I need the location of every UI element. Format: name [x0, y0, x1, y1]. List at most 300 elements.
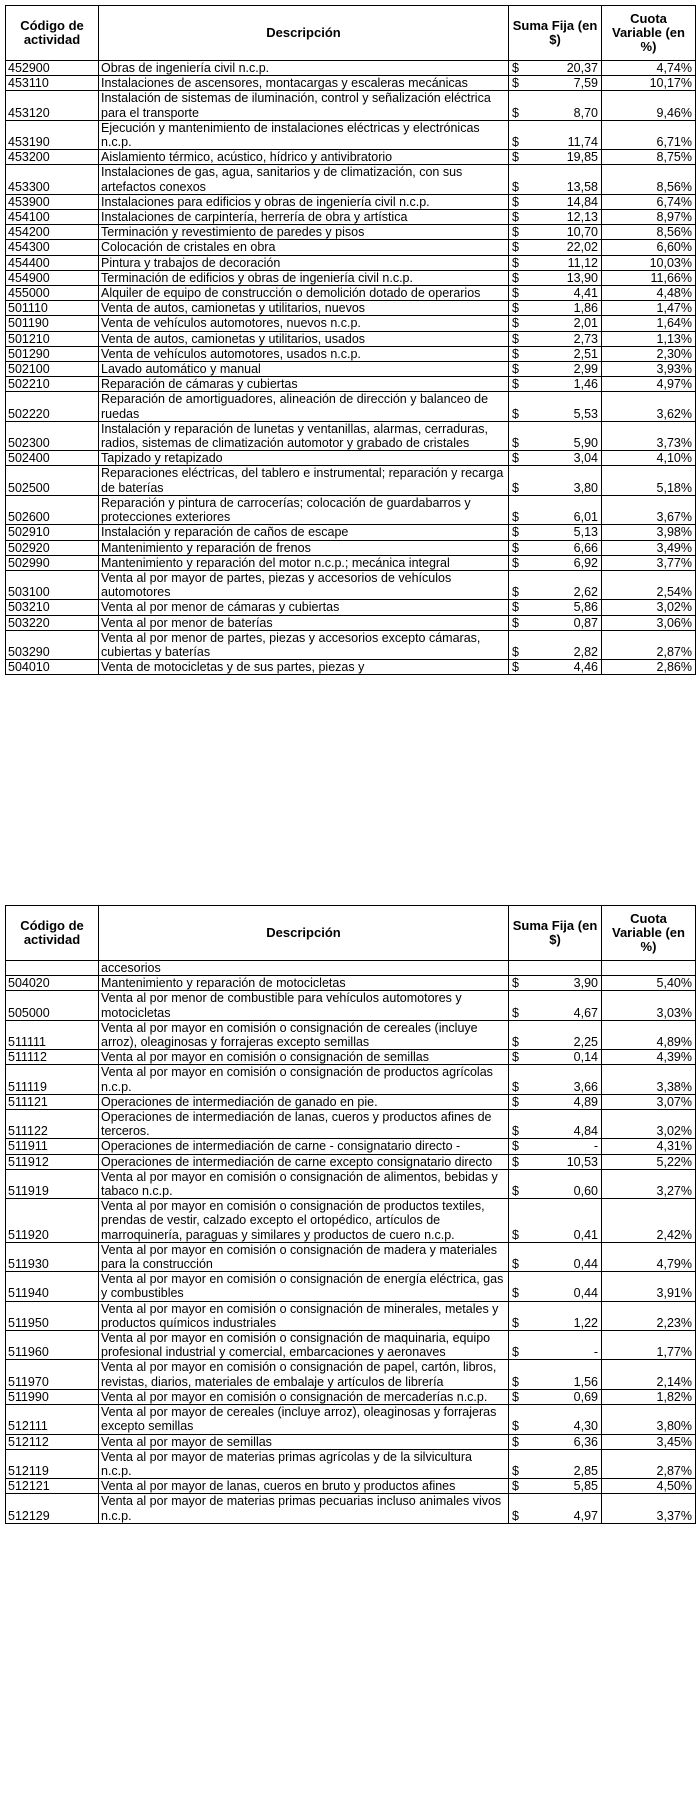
- currency-symbol: $: [512, 1079, 519, 1094]
- fixed-amount-cell: [509, 286, 602, 301]
- variable-rate: 10,03%: [602, 255, 696, 270]
- fixed-amount-cell: [509, 120, 602, 149]
- currency-symbol: $: [512, 1154, 519, 1169]
- activity-code: 511950: [6, 1301, 99, 1330]
- variable-rate: 11,66%: [602, 270, 696, 285]
- fixed-amount: 8,70: [573, 105, 598, 120]
- table-row: [6, 91, 696, 120]
- fixed-amount: 2,82: [573, 644, 598, 659]
- currency-symbol: $: [512, 150, 519, 165]
- currency-symbol: $: [512, 105, 519, 120]
- tariff-table: [5, 5, 696, 675]
- activity-description: Terminación de edificios y obras de ingeniería civil n.c.p.: [99, 270, 509, 285]
- header-description: Descripción: [99, 6, 509, 61]
- fixed-amount: 6,92: [573, 555, 598, 570]
- table-row: [6, 630, 696, 659]
- variable-rate: 5,22%: [602, 1154, 696, 1169]
- activity-description: Ejecución y mantenimiento de instalaciones eléctricas y electrónicas n.c.p.: [99, 120, 509, 149]
- currency-symbol: $: [512, 377, 519, 392]
- fixed-amount-cell: [509, 1242, 602, 1271]
- currency-symbol: $: [512, 585, 519, 600]
- fixed-amount: 5,86: [573, 600, 598, 615]
- table-header-row: [6, 906, 696, 961]
- currency-symbol: $: [512, 540, 519, 555]
- currency-symbol: $: [512, 210, 519, 225]
- table-row: [6, 1494, 696, 1523]
- table-row: [6, 615, 696, 630]
- activity-code: 504020: [6, 976, 99, 991]
- activity-code: 454300: [6, 240, 99, 255]
- fixed-amount: 5,53: [573, 406, 598, 421]
- variable-rate: [602, 961, 696, 976]
- fixed-amount: 0,44: [573, 1257, 598, 1272]
- variable-rate: 2,87%: [602, 630, 696, 659]
- table-row: [6, 600, 696, 615]
- currency-symbol: $: [512, 525, 519, 540]
- activity-description: Lavado automático y manual: [99, 362, 509, 377]
- activity-code: 512119: [6, 1449, 99, 1478]
- table-row: [6, 165, 696, 194]
- fixed-amount-cell: [509, 540, 602, 555]
- fixed-amount-cell: [509, 1020, 602, 1049]
- variable-rate: 8,56%: [602, 225, 696, 240]
- activity-description: accesorios: [99, 961, 509, 976]
- currency-symbol: $: [512, 1419, 519, 1434]
- variable-rate: 5,18%: [602, 466, 696, 495]
- fixed-amount-cell: [509, 1199, 602, 1243]
- currency-symbol: $: [512, 346, 519, 361]
- activity-code: 511919: [6, 1169, 99, 1198]
- activity-description: Reparación de cámaras y cubiertas: [99, 377, 509, 392]
- activity-code: 511112: [6, 1050, 99, 1065]
- variable-rate: 2,14%: [602, 1360, 696, 1389]
- currency-symbol: $: [512, 555, 519, 570]
- activity-code: 501110: [6, 301, 99, 316]
- table-row: [6, 331, 696, 346]
- fixed-amount-cell: [509, 1094, 602, 1109]
- table-row: [6, 991, 696, 1020]
- fixed-amount-cell: [509, 1449, 602, 1478]
- variable-rate: 3,77%: [602, 555, 696, 570]
- table-row: [6, 120, 696, 149]
- activity-description: Mantenimiento y reparación del motor n.c.p.; mecánica integral: [99, 555, 509, 570]
- fixed-amount-cell: [509, 165, 602, 194]
- table-row: [6, 377, 696, 392]
- variable-rate: 3,02%: [602, 600, 696, 615]
- fixed-amount-cell: [509, 991, 602, 1020]
- activity-description: Instalaciones de gas, agua, sanitarios y de climatización, con sus artefactos conexos: [99, 165, 509, 194]
- fixed-amount-cell: [509, 1301, 602, 1330]
- activity-code: 511911: [6, 1139, 99, 1154]
- fixed-amount-cell: [509, 555, 602, 570]
- fixed-amount-cell: [509, 1494, 602, 1523]
- fixed-amount: 5,13: [573, 525, 598, 540]
- header-variable-rate: Cuota Variable (en %): [602, 906, 696, 961]
- activity-description: Colocación de cristales en obra: [99, 240, 509, 255]
- fixed-amount: 6,01: [573, 510, 598, 525]
- activity-description: Venta al por mayor en comisión o consignación de productos agrícolas n.c.p.: [99, 1065, 509, 1094]
- activity-code: 502100: [6, 362, 99, 377]
- fixed-amount: 3,90: [573, 976, 598, 991]
- fixed-amount-cell: [509, 61, 602, 76]
- table-row: [6, 1434, 696, 1449]
- fixed-amount-cell: [509, 630, 602, 659]
- fixed-amount: 4,41: [573, 286, 598, 301]
- header-code: Código de actividad: [6, 6, 99, 61]
- fixed-amount: 0,60: [573, 1184, 598, 1199]
- activity-code: 502920: [6, 540, 99, 555]
- fixed-amount-cell: [509, 240, 602, 255]
- fixed-amount-cell: [509, 331, 602, 346]
- variable-rate: 9,46%: [602, 91, 696, 120]
- variable-rate: 3,37%: [602, 1494, 696, 1523]
- currency-symbol: $: [512, 331, 519, 346]
- fixed-amount: 4,46: [573, 660, 598, 675]
- activity-description: Venta al por menor de partes, piezas y accesorios excepto cámaras, cubiertas y baterías: [99, 630, 509, 659]
- activity-description: Venta al por mayor de cereales (incluye arroz), oleaginosas y forrajeras excepto semillas: [99, 1405, 509, 1434]
- fixed-amount-cell: [509, 194, 602, 209]
- activity-description: Instalaciones para edificios y obras de ingeniería civil n.c.p.: [99, 194, 509, 209]
- fixed-amount-cell: [509, 76, 602, 91]
- fixed-amount: 13,58: [566, 179, 598, 194]
- table-row: [6, 1360, 696, 1389]
- activity-code: 502600: [6, 495, 99, 524]
- fixed-amount-cell: [509, 1139, 602, 1154]
- activity-description: Venta al por mayor en comisión o consignación de semillas: [99, 1050, 509, 1065]
- fixed-amount-cell: [509, 255, 602, 270]
- table-row: [6, 1020, 696, 1049]
- tariff-table-page-2: [5, 905, 695, 1524]
- activity-code: 512121: [6, 1479, 99, 1494]
- activity-description: Instalaciones de carpintería, herrería de obra y artística: [99, 210, 509, 225]
- activity-description: Obras de ingeniería civil n.c.p.: [99, 61, 509, 76]
- table-row: [6, 570, 696, 599]
- fixed-amount-cell: [509, 1110, 602, 1139]
- fixed-amount: 5,85: [573, 1479, 598, 1494]
- activity-code: 454100: [6, 210, 99, 225]
- header-description: Descripción: [99, 906, 509, 961]
- currency-symbol: $: [512, 1050, 519, 1065]
- activity-description: Instalación y reparación de caños de escape: [99, 525, 509, 540]
- currency-symbol: $: [512, 1315, 519, 1330]
- variable-rate: 3,80%: [602, 1405, 696, 1434]
- table-row: [6, 1094, 696, 1109]
- fixed-amount-cell: [509, 362, 602, 377]
- fixed-amount: 1,56: [573, 1374, 598, 1389]
- activity-description: Venta al por mayor de semillas: [99, 1434, 509, 1449]
- table-row: [6, 1050, 696, 1065]
- currency-symbol: $: [512, 316, 519, 331]
- currency-symbol: $: [512, 480, 519, 495]
- activity-code: 511970: [6, 1360, 99, 1389]
- variable-rate: 1,64%: [602, 316, 696, 331]
- fixed-amount: 1,86: [573, 301, 598, 316]
- activity-code: 503210: [6, 600, 99, 615]
- fixed-amount-cell: [509, 91, 602, 120]
- header-fixed-amount: Suma Fija (en $): [509, 906, 602, 961]
- fixed-amount: 0,69: [573, 1389, 598, 1404]
- fixed-amount: -: [593, 1345, 598, 1360]
- currency-symbol: $: [512, 1035, 519, 1050]
- activity-description: Venta al por mayor en comisión o consignación de madera y materiales para la construcción: [99, 1242, 509, 1271]
- fixed-amount: 4,67: [573, 1005, 598, 1020]
- table-row: [6, 1242, 696, 1271]
- fixed-amount-cell: [509, 1050, 602, 1065]
- table-row: [6, 362, 696, 377]
- activity-code: 502210: [6, 377, 99, 392]
- currency-symbol: $: [512, 615, 519, 630]
- currency-symbol: $: [512, 270, 519, 285]
- table-row: [6, 525, 696, 540]
- variable-rate: 1,13%: [602, 331, 696, 346]
- fixed-amount: 1,22: [573, 1315, 598, 1330]
- fixed-amount: -: [593, 1139, 598, 1154]
- fixed-amount: 2,25: [573, 1035, 598, 1050]
- header-code: Código de actividad: [6, 906, 99, 961]
- variable-rate: 6,60%: [602, 240, 696, 255]
- table-row: [6, 1154, 696, 1169]
- variable-rate: 3,06%: [602, 615, 696, 630]
- activity-description: Venta al por mayor en comisión o consignación de papel, cartón, libros, revistas, diarios, materiales de embalaje y artículos de librería: [99, 1360, 509, 1389]
- activity-code: 511930: [6, 1242, 99, 1271]
- variable-rate: 3,49%: [602, 540, 696, 555]
- fixed-amount-cell: [509, 316, 602, 331]
- activity-code: 512129: [6, 1494, 99, 1523]
- header-fixed-amount: Suma Fija (en $): [509, 6, 602, 61]
- currency-symbol: $: [512, 1184, 519, 1199]
- variable-rate: 8,97%: [602, 210, 696, 225]
- fixed-amount-cell: [509, 570, 602, 599]
- table-row: [6, 225, 696, 240]
- variable-rate: 2,54%: [602, 570, 696, 599]
- variable-rate: 4,74%: [602, 61, 696, 76]
- activity-code: 501190: [6, 316, 99, 331]
- activity-description: Mantenimiento y reparación de frenos: [99, 540, 509, 555]
- variable-rate: 3,38%: [602, 1065, 696, 1094]
- activity-description: Venta al por mayor en comisión o consignación de mercaderías n.c.p.: [99, 1389, 509, 1404]
- fixed-amount: 4,89: [573, 1094, 598, 1109]
- activity-description: Reparación y pintura de carrocerías; colocación de guardabarros y protecciones exteriores: [99, 495, 509, 524]
- table-row: [6, 240, 696, 255]
- activity-code: 511121: [6, 1094, 99, 1109]
- table-row: [6, 150, 696, 165]
- activity-description: Alquiler de equipo de construcción o demolición dotado de operarios: [99, 286, 509, 301]
- variable-rate: 3,91%: [602, 1272, 696, 1301]
- tariff-table: [5, 905, 696, 1524]
- table-row: [6, 1301, 696, 1330]
- variable-rate: 4,89%: [602, 1020, 696, 1049]
- variable-rate: 3,93%: [602, 362, 696, 377]
- fixed-amount: 22,02: [566, 240, 598, 255]
- table-row: [6, 301, 696, 316]
- activity-description: Venta al por menor de baterías: [99, 615, 509, 630]
- fixed-amount-cell: [509, 1479, 602, 1494]
- currency-symbol: $: [512, 1124, 519, 1139]
- activity-code: 511920: [6, 1199, 99, 1243]
- activity-description: Venta al por mayor de materias primas agrícolas y de la silvicultura n.c.p.: [99, 1449, 509, 1478]
- activity-code: 511990: [6, 1389, 99, 1404]
- table-row: [6, 1331, 696, 1360]
- fixed-amount-cell: [509, 466, 602, 495]
- currency-symbol: $: [512, 61, 519, 75]
- activity-description: Instalación de sistemas de iluminación, control y señalización eléctrica para el transporte: [99, 91, 509, 120]
- activity-description: Venta al por mayor de lanas, cueros en bruto y productos afines: [99, 1479, 509, 1494]
- variable-rate: 4,48%: [602, 286, 696, 301]
- currency-symbol: $: [512, 1434, 519, 1449]
- fixed-amount: 0,41: [573, 1227, 598, 1242]
- currency-symbol: $: [512, 1227, 519, 1242]
- activity-code: 502990: [6, 555, 99, 570]
- activity-description: Venta al por menor de combustible para vehículos automotores y motocicletas: [99, 991, 509, 1020]
- variable-rate: 1,82%: [602, 1389, 696, 1404]
- table-row: [6, 392, 696, 421]
- activity-code: 453120: [6, 91, 99, 120]
- fixed-amount: 11,12: [567, 255, 598, 270]
- activity-code: 454900: [6, 270, 99, 285]
- currency-symbol: $: [512, 194, 519, 209]
- activity-code: 505000: [6, 991, 99, 1020]
- table-row: [6, 660, 696, 675]
- currency-symbol: $: [512, 976, 519, 991]
- variable-rate: 3,67%: [602, 495, 696, 524]
- activity-description: Venta al por mayor en comisión o consignación de cereales (incluye arroz), oleaginosas y forrajeras excepto semillas: [99, 1020, 509, 1049]
- fixed-amount: 6,66: [573, 540, 598, 555]
- activity-code: 501210: [6, 331, 99, 346]
- variable-rate: 3,45%: [602, 1434, 696, 1449]
- fixed-amount: 2,85: [573, 1463, 598, 1478]
- activity-code: 452900: [6, 61, 99, 76]
- activity-description: Instalación y reparación de lunetas y ventanillas, alarmas, cerraduras, radios, sistemas de climatización automotor y grabado de cristales: [99, 421, 509, 450]
- variable-rate: 3,03%: [602, 991, 696, 1020]
- activity-code: 454400: [6, 255, 99, 270]
- currency-symbol: $: [512, 1094, 519, 1109]
- activity-code: 511940: [6, 1272, 99, 1301]
- table-row: [6, 451, 696, 466]
- currency-symbol: $: [512, 1479, 519, 1494]
- currency-symbol: $: [512, 240, 519, 255]
- activity-code: 503220: [6, 615, 99, 630]
- table-row: [6, 61, 696, 76]
- variable-rate: 3,27%: [602, 1169, 696, 1198]
- fixed-amount-cell: [509, 525, 602, 540]
- currency-symbol: $: [512, 644, 519, 659]
- fixed-amount-cell: [509, 1065, 602, 1094]
- activity-code: 511960: [6, 1331, 99, 1360]
- table-row: [6, 1272, 696, 1301]
- activity-description: Instalaciones de ascensores, montacargas y escaleras mecánicas: [99, 76, 509, 91]
- fixed-amount-cell: [509, 976, 602, 991]
- activity-code: 502500: [6, 466, 99, 495]
- variable-rate: 4,39%: [602, 1050, 696, 1065]
- activity-description: Pintura y trabajos de decoración: [99, 255, 509, 270]
- table-header-row: [6, 6, 696, 61]
- table-row: [6, 540, 696, 555]
- fixed-amount-cell: [509, 270, 602, 285]
- fixed-amount: 4,84: [573, 1124, 598, 1139]
- currency-symbol: $: [512, 510, 519, 525]
- currency-symbol: $: [512, 1389, 519, 1404]
- activity-code: 503290: [6, 630, 99, 659]
- table-row: [6, 1449, 696, 1478]
- activity-code: 511119: [6, 1065, 99, 1094]
- fixed-amount: 10,53: [566, 1154, 598, 1169]
- currency-symbol: $: [512, 660, 519, 675]
- activity-code: 501290: [6, 346, 99, 361]
- currency-symbol: $: [512, 406, 519, 421]
- activity-description: Tapizado y retapizado: [99, 451, 509, 466]
- table-row: [6, 270, 696, 285]
- fixed-amount: 7,59: [573, 76, 598, 91]
- variable-rate: 3,73%: [602, 421, 696, 450]
- variable-rate: 4,50%: [602, 1479, 696, 1494]
- currency-symbol: $: [512, 76, 519, 91]
- fixed-amount: 2,73: [573, 331, 598, 346]
- variable-rate: 2,30%: [602, 346, 696, 361]
- fixed-amount: 0,14: [573, 1050, 598, 1065]
- currency-symbol: $: [512, 1345, 519, 1360]
- activity-code: 455000: [6, 286, 99, 301]
- table-row: [6, 346, 696, 361]
- activity-description: Venta al por mayor en comisión o consignación de productos textiles, prendas de vestir, calzado excepto el ortopédico, artículos de marroquinería, paraguas y similares y productos de cuero n.c.p.: [99, 1199, 509, 1243]
- table-row: [6, 255, 696, 270]
- fixed-amount: 2,01: [573, 316, 598, 331]
- fixed-amount: 12,13: [566, 210, 598, 225]
- fixed-amount: 2,99: [573, 362, 598, 377]
- variable-rate: 4,10%: [602, 451, 696, 466]
- fixed-amount: 19,85: [566, 150, 598, 165]
- fixed-amount-cell: [509, 451, 602, 466]
- activity-description: Venta al por mayor en comisión o consignación de maquinaria, equipo profesional industrial y comercial, embarcaciones y aeronaves: [99, 1331, 509, 1360]
- table-row: [6, 466, 696, 495]
- table-row: [6, 210, 696, 225]
- fixed-amount: 3,80: [573, 480, 598, 495]
- fixed-amount-cell: [509, 1169, 602, 1198]
- fixed-amount-cell: [509, 210, 602, 225]
- fixed-amount: 0,44: [573, 1286, 598, 1301]
- fixed-amount-cell: [509, 495, 602, 524]
- table-row: [6, 316, 696, 331]
- header-variable-rate: Cuota Variable (en %): [602, 6, 696, 61]
- variable-rate: 8,75%: [602, 150, 696, 165]
- activity-code: 454200: [6, 225, 99, 240]
- fixed-amount-cell: [509, 301, 602, 316]
- variable-rate: 1,47%: [602, 301, 696, 316]
- activity-description: Reparación de amortiguadores, alineación de dirección y balanceo de ruedas: [99, 392, 509, 421]
- fixed-amount: 3,04: [573, 451, 598, 466]
- activity-code: 502300: [6, 421, 99, 450]
- variable-rate: 2,86%: [602, 660, 696, 675]
- fixed-amount: 0,87: [573, 615, 598, 630]
- variable-rate: 1,77%: [602, 1331, 696, 1360]
- table-row: [6, 961, 696, 976]
- activity-description: Reparaciones eléctricas, del tablero e instrumental; reparación y recarga de baterías: [99, 466, 509, 495]
- tariff-table-page-1: [5, 5, 695, 675]
- variable-rate: 3,02%: [602, 1110, 696, 1139]
- currency-symbol: $: [512, 436, 519, 451]
- table-row: [6, 421, 696, 450]
- fixed-amount-cell: [509, 1434, 602, 1449]
- activity-code: 511111: [6, 1020, 99, 1049]
- fixed-amount: 2,62: [573, 585, 598, 600]
- currency-symbol: $: [512, 451, 519, 466]
- fixed-amount-cell: [509, 1389, 602, 1404]
- fixed-amount: 3,66: [573, 1079, 598, 1094]
- currency-symbol: $: [512, 1463, 519, 1478]
- table-row: [6, 76, 696, 91]
- variable-rate: 4,79%: [602, 1242, 696, 1271]
- fixed-amount: 5,90: [573, 436, 598, 451]
- activity-description: Venta de vehículos automotores, usados n.c.p.: [99, 346, 509, 361]
